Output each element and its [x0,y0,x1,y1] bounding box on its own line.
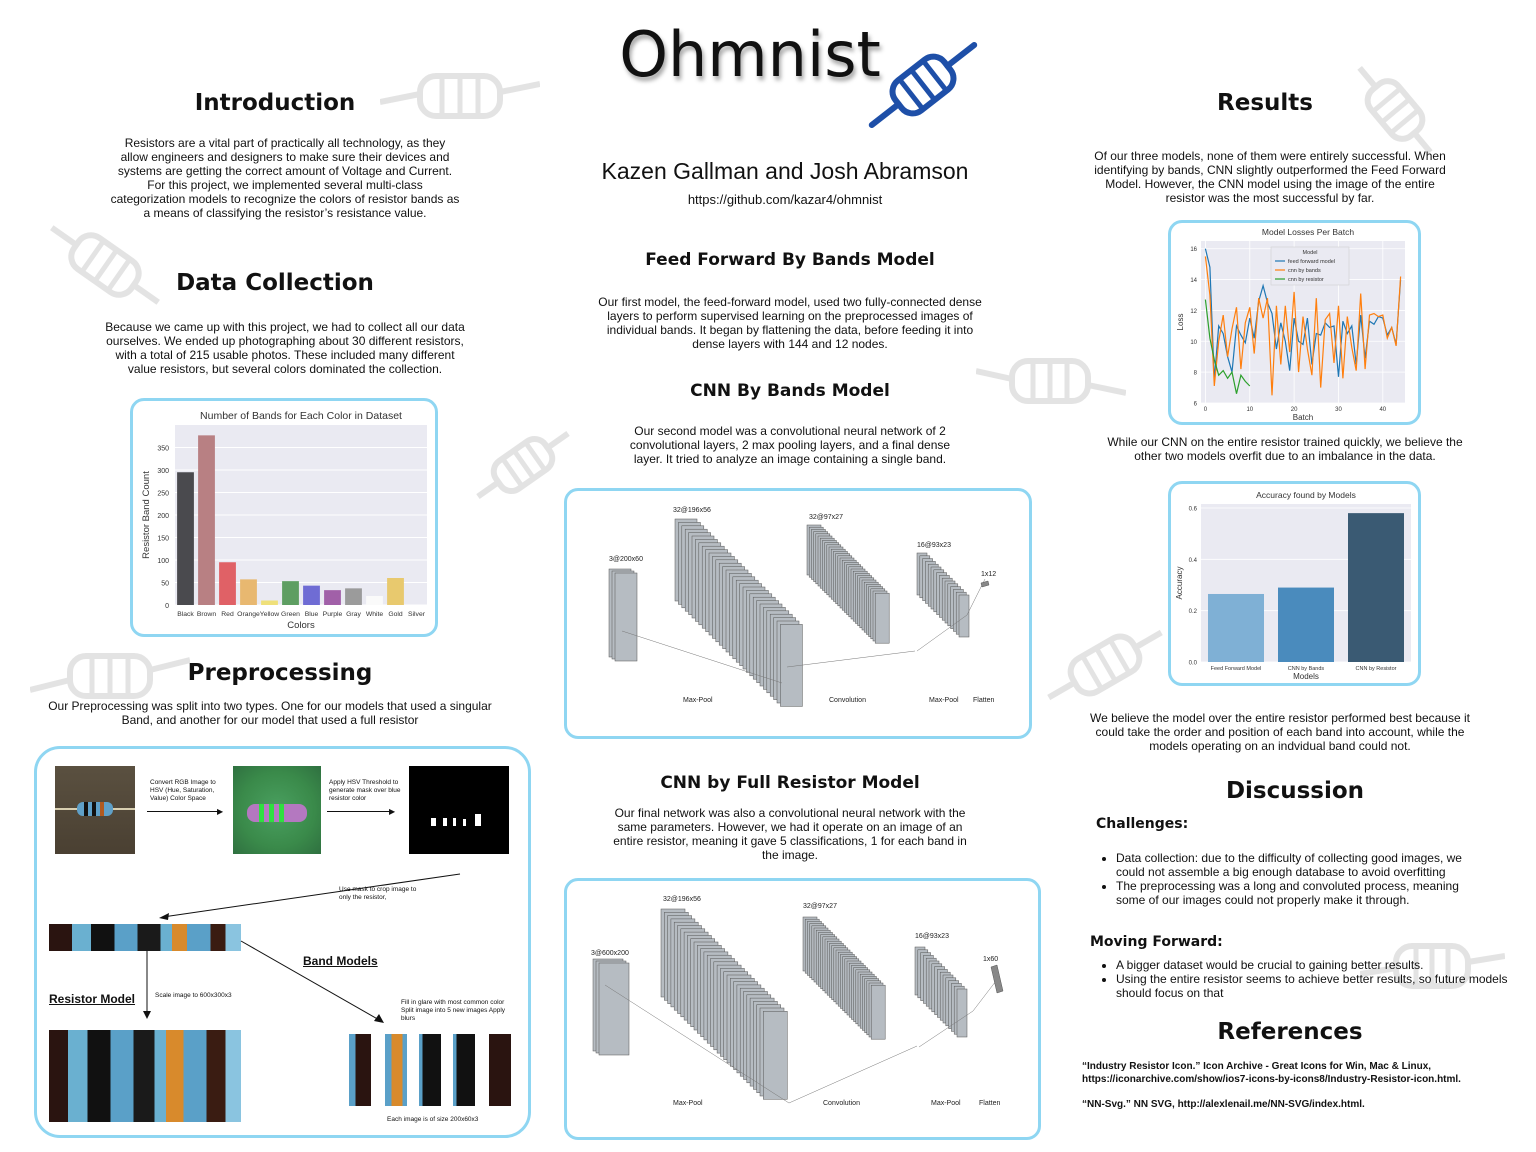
github-link[interactable]: https://github.com/kazar4/ohmnist [687,192,883,207]
operation-label: Max-Pool [673,1100,703,1107]
bar [282,581,299,605]
cnn-bands-text: Our second model was a convolutional neural network of 2 convolutional layers, 2 max pooling layers, and a final dense layer. It tried to analyze an image containing a single band. [629,424,951,466]
x-tick-label: Feed Forward Model [1210,666,1262,672]
x-tick-label: Gold [388,611,403,618]
bar [303,586,320,605]
connection-line [789,1046,917,1103]
conv2-feature-map [959,595,969,637]
references-heading: References [1217,1019,1363,1045]
band-count-chart [133,401,435,634]
conv1-layer-label: 32@196x56 [663,896,701,903]
x-tick-label: Yellow [259,611,280,618]
chart-title: Accuracy found by Models [1256,490,1356,500]
ff-model-heading: Feed Forward By Bands Model [645,250,935,270]
resistor-photo [55,766,135,854]
x-axis-label: Batch [1292,413,1314,422]
challenge-item: • The preprocessing was a long and convoluted process, meaning some of our images could not properly make it through. [1116,879,1486,907]
x-tick-label: Black [177,611,194,618]
output-layer [981,581,989,587]
scaled-resistor-image [49,1030,241,1122]
y-tick-label: 0.4 [1188,557,1197,564]
poster-title: Ohmnist [619,18,881,91]
bar [366,596,383,605]
x-axis-label: Models [1293,672,1319,681]
preprocessing-text: Our Preprocessing was split into two types. One for our models that used a singular Band, and another for our model that used a full resistor [48,699,492,727]
bar [387,578,404,605]
y-tick-label: 100 [157,558,169,565]
y-tick-label: 0.6 [1188,506,1197,513]
pool1-feature-map [871,985,885,1039]
cnn-full-diagram [567,881,1038,1137]
accuracy-chart-panel [1168,481,1421,686]
x-tick-label: Brown [196,611,217,618]
x-tick-label: Blue [304,611,319,618]
legend-label: feed forward model [1288,259,1336,265]
x-tick-label: White [365,611,384,618]
conv1-feature-map [763,1011,787,1099]
cnn-bands-heading: CNN By Bands Model [690,381,890,401]
y-tick-label: 8 [1193,370,1197,377]
resistor-watermark-icon [40,210,170,320]
results-text-3: We believe the model over the entire resistor performed best because it could take the order and position of each band into account, while the models operating on an indvidual band could not. [1090,711,1470,753]
legend-label: cnn by bands [1288,268,1321,274]
arrowhead-icon: ▶ [217,807,224,816]
input-layer-label: 3@200x60 [609,556,643,563]
operation-label: Max-Pool [931,1100,961,1107]
y-tick-label: 150 [157,535,169,543]
bar [1208,594,1264,662]
cnn-full-heading: CNN by Full Resistor Model [660,773,920,793]
bar [1348,513,1404,662]
x-tick-label: Green [281,611,300,618]
conv1-layer-label: 32@196x56 [673,507,711,514]
loss-chart [1171,223,1418,422]
arrow-icon [327,811,393,812]
y-tick-label: 0.2 [1188,609,1197,616]
y-tick-label: 200 [157,513,169,520]
band-models-label: Band Models [303,954,378,968]
x-tick-label: 0 [1203,407,1208,413]
y-tick-label: 0 [165,603,169,610]
x-tick-label: 20 [1290,407,1298,413]
size-note: Each image is of size 200x60x3 [387,1116,479,1123]
cnn-bands-diagram-panel [564,488,1032,739]
discussion-heading: Discussion [1225,778,1365,804]
reference-1: “Industry Resistor Icon.” Icon Archive - Great Icons for Win, Mac & Linux, https://iconarchive.com/show/ios7-icons-by-icons8/Industry-Resistor-icon.html. [1082,1061,1461,1085]
operation-label: Flatten [973,697,995,704]
scale-note: Scale image to 600x300x3 [155,992,232,999]
band-image [349,1034,371,1106]
cnn-full-diagram-panel [564,878,1041,1140]
moving-forward-heading: Moving Forward: [1090,934,1223,950]
x-tick-label: 40 [1379,407,1387,413]
y-tick-label: 12 [1190,308,1197,315]
bar [261,601,278,606]
resistor-model-label: Resistor Model [49,992,136,1006]
cnn-bands-diagram [567,491,1029,736]
y-tick-label: 50 [161,580,169,588]
pool1-layer-label: 32@97x27 [803,903,837,910]
y-axis-label: Loss [1176,313,1185,331]
step3-text: Use mask to crop image to only the resistor, [339,886,417,901]
authors: Kazen Gallman and Josh Abramson [601,158,969,184]
band-image [453,1034,475,1106]
connection-line [787,651,915,667]
input-layer [599,963,629,1055]
input-layer [615,573,637,661]
resistor-logo-icon [858,30,988,140]
resistor-watermark-icon [976,345,1126,415]
loss-chart-panel [1168,220,1421,425]
y-axis-label: Resistor Band Count [141,471,152,559]
results-text-1: Of our three models, none of them were entirely successful. When identifying by bands, CNN slightly outperformed the Feed Forward Model. However, the CNN model using the image of the entire resistor was the most successful by far. [1094,149,1446,205]
preprocessing-heading: Preprocessing [187,660,373,686]
operation-label: Convolution [823,1100,860,1107]
conv2-layer-label: 16@93x23 [915,933,949,940]
resistor-watermark-icon [1040,615,1170,715]
y-tick-label: 16 [1190,247,1197,254]
output-layer-label: 1x60 [983,956,999,963]
bar [240,579,257,605]
preprocessing-panel [34,746,531,1138]
operation-label: Flatten [979,1100,1001,1107]
challenge-item: • Data collection: due to the difficulty of collecting good images, we could not assemble a big enough database to avoid overfitting [1116,851,1486,879]
y-tick-label: 300 [157,468,169,475]
legend-label: cnn by resistor [1288,277,1324,283]
band-image [489,1034,511,1106]
band-image [385,1034,407,1106]
mask-image [409,766,509,854]
ff-model-text: Our first model, the feed-forward model, used two fully-connected dense layers to perform supervised learning on the preprocessed images of individual bands. It began by flattening the data, before feeding it into dense layers with 144 and 12 nodes. [598,295,982,351]
x-tick-label: Gray [346,611,361,618]
moving-forward-list [1098,958,1536,1000]
pool1-layer-label: 32@97x27 [809,514,843,521]
x-tick-label: 30 [1335,407,1342,413]
challenges-list [1098,851,1486,907]
bar [219,562,236,605]
challenges-heading: Challenges: [1096,816,1189,832]
y-axis-label: Accuracy [1175,566,1184,600]
y-tick-label: 350 [157,445,169,453]
cnn-full-text: Our final network was also a convolutional neural network with the same parameters. However, we had it operate on an image of an entire resistor, meaning it gave 5 classifications, 1 for each band in the image. [613,806,967,862]
conv2-feature-map [957,989,967,1037]
x-tick-label: Purple [322,611,343,618]
chart-title: Model Losses Per Batch [1261,227,1355,237]
operation-label: Convolution [829,697,866,704]
intro-text: Resistors are a vital part of practically all technology, as they allow engineers and designers to make sure their devices and systems are getting the correct amount of Voltage and Current. For this project, we implemented several multi-class categorization models to recognize the colors of resistor bands as a means of classifying the resistor’s resistance value. [110,136,460,220]
x-tick-label: Silver [408,611,425,618]
output-layer [991,965,1003,993]
operation-label: Max-Pool [929,697,959,704]
legend-title: Model [1302,250,1318,256]
y-tick-label: 6 [1193,401,1197,408]
conv2-layer-label: 16@93x23 [917,542,951,549]
data-collection-text: Because we came up with this project, we had to collect all our data ourselves. We ended up photographing about 30 different resistors, with a total of 215 usable photos. These included many different value resistors, but several colors dominated the collection. [105,320,465,376]
x-axis-label: Colors [287,620,315,631]
reference-2: “NN-Svg.” NN SVG, http://alexlenail.me/NN-SVG/index.html. [1082,1099,1365,1110]
chart-title: Number of Bands for Each Color in Dataset [200,410,402,422]
bar [324,590,341,605]
crop-arrow-icon [155,869,465,924]
forward-item: • A bigger dataset would be crucial to gaining better results. [1116,958,1536,972]
results-text-2: While our CNN on the entire resistor trained quickly, we believe the other two models overfit due to an imbalance in the data. [1107,435,1463,463]
hsv-threshold-image [233,766,321,854]
bar [1278,588,1334,662]
accuracy-chart [1171,484,1418,683]
arrow-icon [147,811,221,812]
x-tick-label: CNN by Resistor [1355,666,1397,672]
band-image [419,1034,441,1106]
output-layer-label: 1x12 [981,571,997,578]
y-tick-label: 250 [157,490,169,498]
x-tick-label: CNN by Bands [1287,666,1325,672]
y-tick-label: 10 [1190,339,1197,346]
forward-item: • Using the entire resistor seems to achieve better results, so future models should focus on that [1116,972,1536,1000]
x-tick-label: Orange [237,611,260,618]
bar [177,472,194,605]
operation-label: Max-Pool [683,697,713,704]
arrowhead-icon: ▶ [389,807,396,816]
data-collection-heading: Data Collection [176,270,374,296]
split-arrows-icon [137,939,397,1029]
y-tick-label: 0.0 [1188,660,1197,667]
pool1-feature-map [875,593,889,643]
input-layer-label: 3@600x200 [591,950,629,957]
intro-heading: Introduction [194,90,356,116]
resistor-watermark-icon [468,420,578,510]
step2-text: Apply HSV Threshold to generate mask over blue resistor color [329,779,401,802]
results-heading: Results [1217,90,1313,116]
bar [345,588,362,605]
x-tick-label: Red [221,611,234,618]
fill-note: Fill in glare with most common color Split image into 5 new images Apply blurs [401,999,506,1022]
step1-text: Convert RGB Image to HSV (Hue, Saturation, Value) Color Space [150,779,216,802]
bar [198,435,215,605]
x-tick-label: 10 [1246,407,1254,413]
band-count-chart-panel [130,398,438,637]
y-tick-label: 14 [1190,278,1197,285]
